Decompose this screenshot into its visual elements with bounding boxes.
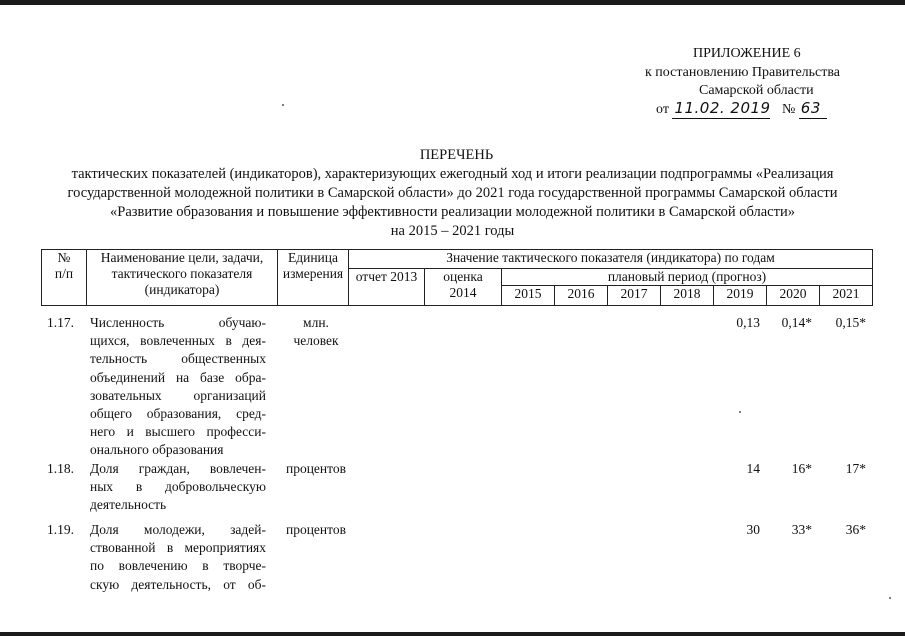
value-2019: 14: [746, 461, 760, 476]
year-header-2021: 2021: [820, 286, 873, 306]
year-header-2019: 2019: [714, 286, 767, 306]
appendix-date-row: [656, 99, 827, 119]
heading-line-4: на 2015 – 2021 годы: [390, 223, 515, 239]
row-indicator-name: Доля граждан, вовлечен- ных в добровольческую деятельность: [90, 461, 266, 513]
col-unit-header: Единица измерения: [278, 250, 349, 306]
scan-speck: [282, 104, 284, 106]
report-2013-header: отчет 2013: [349, 269, 425, 306]
appendix-title: ПРИЛОЖЕНИЕ 6: [693, 46, 801, 61]
col-num-header: № п/п: [42, 250, 87, 306]
planned-period-header: плановый период (прогноз): [502, 269, 873, 286]
value-2021: 0,15*: [835, 315, 866, 330]
row-number: 1.17.: [47, 315, 74, 330]
year-header-2018: 2018: [661, 286, 714, 306]
date-prefix: от: [656, 102, 669, 117]
row-unit: процентов: [285, 461, 346, 476]
value-2020: 0,14*: [781, 315, 812, 330]
estimate-2014-header: оценка 2014: [425, 269, 502, 306]
values-title-header: Значение тактического показателя (индикатора) по годам: [349, 250, 873, 269]
value-2021: 17*: [845, 461, 866, 476]
handwritten-number: 63: [799, 99, 827, 119]
row-number: 1.19.: [47, 522, 74, 537]
bottom-scan-border: [0, 632, 905, 636]
row-indicator-name: Доля молодежи, задей- ствованной в мероприятиях по вовлечению в творче- скую деятельность, от об-: [90, 522, 266, 592]
value-2019: 30: [746, 522, 760, 537]
row-unit: процентов: [285, 522, 346, 537]
number-prefix: №: [781, 102, 796, 117]
year-header-2017: 2017: [608, 286, 661, 306]
value-2019: 0,13: [736, 315, 760, 330]
year-header-2015: 2015: [502, 286, 555, 306]
row-number: 1.18.: [47, 461, 74, 476]
year-header-2020: 2020: [767, 286, 820, 306]
appendix-line-1: к постановлению Правительства: [645, 65, 841, 80]
heading-title: ПЕРЕЧЕНЬ: [419, 147, 494, 163]
scan-speck: [739, 411, 741, 413]
scan-speck: [889, 597, 891, 599]
appendix-line-2: Самарской области: [699, 83, 814, 98]
handwritten-date: 11.02. 2019: [674, 99, 771, 117]
heading-line-2: государственной молодежной политики в Самарской области» до 2021 года государственной программы Самарской области: [67, 185, 838, 201]
value-2020: 33*: [791, 522, 812, 537]
heading-line-3: «Развитие образования и повышение эффективности реализации молодежной политики в Самарской области»: [110, 204, 795, 220]
row-indicator-name: Численность обучаю- щихся, вовлеченных в дея- тельность общественных объединений на базе обра- зовательных организаций общего образования, сред- него и высшего професси- онального образования: [90, 315, 266, 458]
value-2020: 16*: [791, 461, 812, 476]
top-scan-border: [0, 0, 905, 5]
indicator-table-header: [41, 249, 873, 306]
row-unit: млн. человек: [293, 315, 339, 349]
year-header-2016: 2016: [555, 286, 608, 306]
value-2021: 36*: [845, 522, 866, 537]
col-name-header: Наименование цели, задачи, тактического показателя (индикатора): [87, 250, 278, 306]
document-heading: [0, 146, 905, 241]
heading-line-1: тактических показателей (индикаторов), характеризующих ежегодный ход и итоги реализации подпрограммы «Реализация: [71, 166, 834, 182]
